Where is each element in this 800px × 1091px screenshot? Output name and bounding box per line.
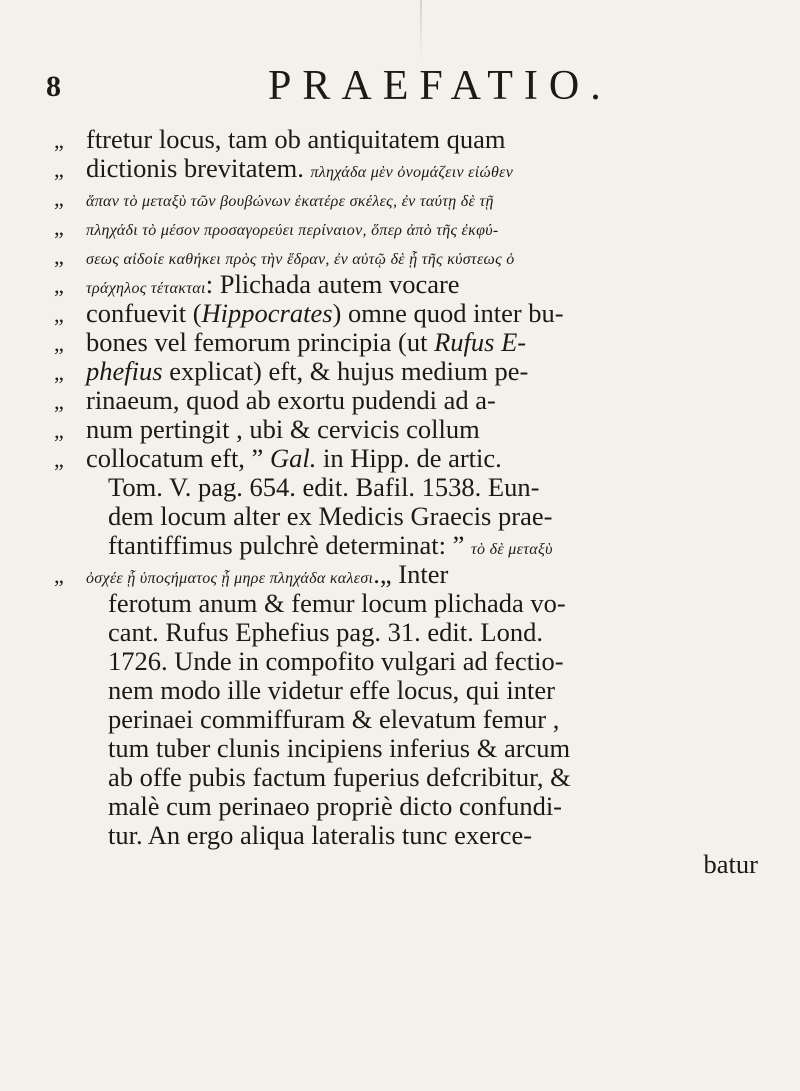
text-line bbox=[36, 183, 776, 212]
quote-mark: „ bbox=[54, 447, 64, 472]
quote-mark: „ bbox=[54, 360, 64, 385]
running-title: PRAEFATIO. bbox=[268, 63, 612, 109]
text-segment: ) omne quod inter bu- bbox=[332, 299, 564, 328]
text-segment: ab offe pubis factum fuperius defcribitur, & bbox=[108, 763, 571, 792]
quote-mark: „ bbox=[54, 128, 64, 153]
greek-text: πληχάδα μὲν ὀνομάζειν εἰώθεν bbox=[310, 164, 514, 181]
italic-text: Gal. bbox=[269, 444, 317, 473]
text-segment: nem modo ille videtur effe locus, qui inter bbox=[108, 676, 555, 705]
quote-mark: „ bbox=[54, 273, 64, 298]
text-segment: malè cum perinaeo propriè dicto confundi- bbox=[108, 792, 563, 821]
quote-mark: „ bbox=[54, 215, 64, 240]
page-number: 8 bbox=[46, 70, 61, 103]
text-line bbox=[36, 531, 776, 560]
text-line bbox=[36, 705, 776, 734]
quote-mark: „ bbox=[54, 418, 64, 443]
text-segment: tur. An ergo aliqua lateralis tunc exerce- bbox=[108, 821, 533, 850]
text-segment: confuevit ( bbox=[86, 299, 202, 328]
text-line bbox=[36, 560, 776, 589]
quote-mark: „ bbox=[54, 331, 64, 356]
quote-mark: „ bbox=[54, 186, 64, 211]
text-line bbox=[36, 299, 776, 328]
text-line bbox=[36, 647, 776, 676]
page-header bbox=[0, 62, 800, 112]
quote-mark: „ bbox=[54, 157, 64, 182]
italic-text: Rufus E- bbox=[434, 328, 527, 357]
quote-mark: „ bbox=[54, 244, 64, 269]
text-segment: num pertingit , ubi & cervicis collum bbox=[86, 415, 480, 444]
text-line bbox=[36, 154, 776, 183]
greek-text: τράχηλος τέτακται bbox=[86, 280, 206, 297]
text-segment: cant. Rufus Ephefius pag. 31. edit. Lond. bbox=[108, 618, 543, 647]
greek-text: σεως αἰδοίε καθήκει πρὸς τὴν ἕδραν, ἐν αὐτῷ δὲ ᾗ τῆς κύστεως ὁ bbox=[86, 251, 515, 268]
text-line bbox=[36, 357, 776, 386]
text-segment: collocatum eft, ” bbox=[86, 444, 270, 473]
text-line bbox=[36, 212, 776, 241]
greek-text: ὀσχέε ᾗ ὑποςήματος ᾗ μηρε πληχάδα καλεσι bbox=[86, 570, 374, 587]
greek-text: ἅπαν τὸ μεταξὺ τῶν βουβώνων ἑκατέρε σκέλες, ἐν ταύτῃ δὲ τῇ bbox=[86, 193, 494, 210]
text-segment: perinaei commiffuram & elevatum femur , bbox=[108, 705, 560, 734]
text-segment: ftretur locus, tam ob antiquitatem quam bbox=[86, 125, 506, 154]
body-text bbox=[36, 125, 776, 879]
text-line bbox=[36, 502, 776, 531]
italic-text: phefius bbox=[86, 357, 163, 386]
text-line bbox=[36, 125, 776, 154]
text-segment: dictionis brevitatem. bbox=[86, 154, 311, 183]
text-segment: in Hipp. de artic. bbox=[316, 444, 502, 473]
text-segment: bones vel femorum principia (ut bbox=[86, 328, 435, 357]
text-segment: explicat) eft, & hujus medium pe- bbox=[162, 357, 529, 386]
greek-text: τὸ δὲ μεταξὺ bbox=[471, 541, 553, 558]
text-line bbox=[36, 415, 776, 444]
paper-crease bbox=[420, 0, 422, 60]
text-line bbox=[36, 850, 776, 879]
greek-text: πληχάδι τὸ μέσον προσαγορεύει περίναιον, ὅπερ ἀπὸ τῆς ἐκφύ- bbox=[86, 222, 499, 239]
text-line bbox=[36, 444, 776, 473]
text-line bbox=[36, 328, 776, 357]
text-line bbox=[36, 763, 776, 792]
text-line bbox=[36, 589, 776, 618]
text-line bbox=[36, 241, 776, 270]
text-segment: : Plichada autem vocare bbox=[205, 270, 460, 299]
text-line bbox=[36, 792, 776, 821]
text-segment: ferotum anum & femur locum plichada vo- bbox=[108, 589, 566, 618]
text-segment: batur bbox=[703, 850, 758, 879]
quote-mark: „ bbox=[54, 389, 64, 414]
text-segment: 1726. Unde in compofito vulgari ad fectio- bbox=[108, 647, 564, 676]
italic-text: Hippocrates bbox=[201, 299, 333, 328]
text-line bbox=[36, 270, 776, 299]
text-line bbox=[36, 386, 776, 415]
quote-mark: „ bbox=[54, 302, 64, 327]
text-segment: dem locum alter ex Medicis Graecis prae- bbox=[108, 502, 553, 531]
quote-mark: „ bbox=[54, 563, 64, 588]
text-line bbox=[36, 473, 776, 502]
text-segment: ftantiffimus pulchrè determinat: ” bbox=[108, 531, 472, 560]
text-line bbox=[36, 676, 776, 705]
text-segment: .„ Inter bbox=[373, 560, 449, 589]
text-segment: tum tuber clunis incipiens inferius & arcum bbox=[108, 734, 571, 763]
text-segment: Tom. V. pag. 654. edit. Bafil. 1538. Eun- bbox=[108, 473, 540, 502]
text-line bbox=[36, 618, 776, 647]
text-segment: rinaeum, quod ab exortu pudendi ad a- bbox=[86, 386, 496, 415]
text-line bbox=[36, 821, 776, 850]
text-line bbox=[36, 734, 776, 763]
